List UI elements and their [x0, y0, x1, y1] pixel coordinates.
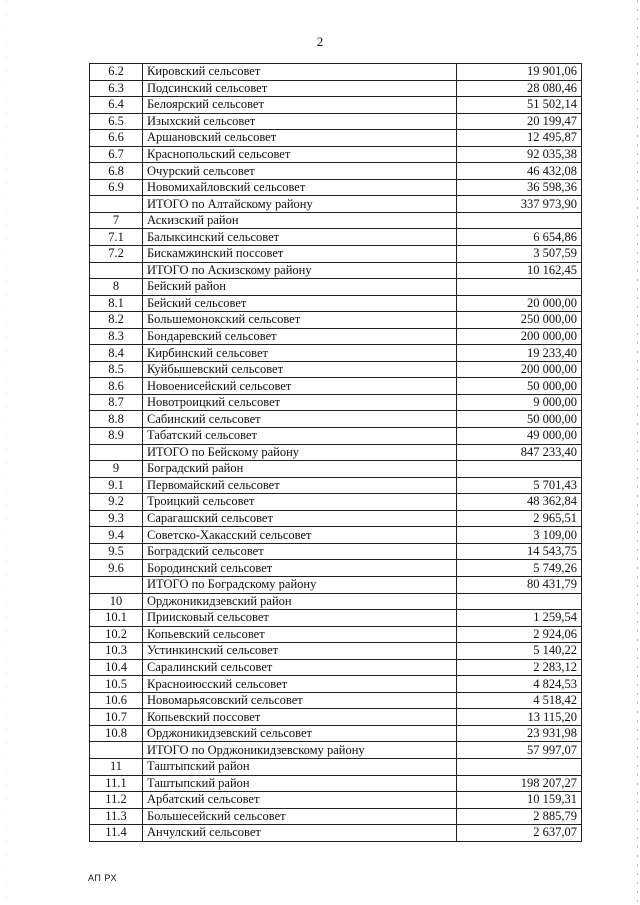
row-name: Таштыпский район: [143, 758, 457, 775]
row-amount: 337 973,90: [457, 196, 582, 213]
row-name: ИТОГО по Боградскому району: [143, 576, 457, 593]
table-row: [90, 825, 582, 842]
row-number: 10.6: [90, 692, 143, 709]
table-row: [90, 312, 582, 329]
row-amount: [457, 593, 582, 610]
table-row: [90, 742, 582, 759]
row-name: Бондаревский сельсовет: [143, 328, 457, 345]
row-name: Приисковый сельсовет: [143, 610, 457, 627]
row-name: Советско-Хакасский сельсовет: [143, 527, 457, 544]
row-number: 7: [90, 212, 143, 229]
row-amount: 80 431,79: [457, 576, 582, 593]
row-number: 10.5: [90, 676, 143, 693]
row-name: Красноиюсский сельсовет: [143, 676, 457, 693]
table-row: [90, 179, 582, 196]
row-amount: 4 824,53: [457, 676, 582, 693]
row-name: Новомарьясовский сельсовет: [143, 692, 457, 709]
row-number: 8.6: [90, 378, 143, 395]
row-number: [90, 444, 143, 461]
table-row: [90, 130, 582, 147]
table-row: [90, 808, 582, 825]
scan-edge-left: [6, 0, 7, 905]
table-row: [90, 692, 582, 709]
row-name: Изыхский сельсовет: [143, 113, 457, 130]
row-amount: 10 162,45: [457, 262, 582, 279]
row-number: 10.2: [90, 626, 143, 643]
row-name: Очурский сельсовет: [143, 163, 457, 180]
row-amount: 19 901,06: [457, 64, 582, 81]
row-name: Орджоникидзевский сельсовет: [143, 725, 457, 742]
budget-table: [89, 63, 582, 842]
table-row: [90, 758, 582, 775]
table-row: [90, 659, 582, 676]
row-name: Большемонокский сельсовет: [143, 312, 457, 329]
row-number: [90, 262, 143, 279]
row-number: 9: [90, 461, 143, 478]
row-number: 8.2: [90, 312, 143, 329]
row-amount: 19 233,40: [457, 345, 582, 362]
row-amount: 12 495,87: [457, 130, 582, 147]
row-amount: 1 259,54: [457, 610, 582, 627]
row-amount: 10 159,31: [457, 792, 582, 809]
scan-edge-right: [637, 0, 638, 905]
row-number: 6.7: [90, 146, 143, 163]
row-name: Краснопольский сельсовет: [143, 146, 457, 163]
table-row: [90, 775, 582, 792]
row-name: Боградский район: [143, 461, 457, 478]
row-name: Сабинский сельсовет: [143, 411, 457, 428]
row-amount: 5 701,43: [457, 477, 582, 494]
row-number: 11.4: [90, 825, 143, 842]
table-row: [90, 643, 582, 660]
row-name: Бейский район: [143, 279, 457, 296]
row-number: 6.2: [90, 64, 143, 81]
row-number: 8.5: [90, 361, 143, 378]
row-amount: [457, 279, 582, 296]
row-amount: 28 080,46: [457, 80, 582, 97]
table-row: [90, 494, 582, 511]
row-name: Подсинский сельсовет: [143, 80, 457, 97]
row-number: [90, 742, 143, 759]
row-amount: 847 233,40: [457, 444, 582, 461]
row-number: 10.1: [90, 610, 143, 627]
table-row: [90, 80, 582, 97]
row-number: 8.4: [90, 345, 143, 362]
row-number: 8: [90, 279, 143, 296]
row-amount: 13 115,20: [457, 709, 582, 726]
row-amount: 3 507,59: [457, 246, 582, 263]
row-number: 9.3: [90, 510, 143, 527]
table-row: [90, 229, 582, 246]
table-row: [90, 461, 582, 478]
row-name: Орджоникидзевский район: [143, 593, 457, 610]
table-row: [90, 610, 582, 627]
row-number: 6.4: [90, 97, 143, 114]
table-row: [90, 560, 582, 577]
row-number: 8.8: [90, 411, 143, 428]
row-amount: 5 749,26: [457, 560, 582, 577]
row-name: Копьевский сельсовет: [143, 626, 457, 643]
row-number: 9.2: [90, 494, 143, 511]
row-name: Первомайский сельсовет: [143, 477, 457, 494]
row-name: Аскизский район: [143, 212, 457, 229]
row-amount: 36 598,36: [457, 179, 582, 196]
table-row: [90, 527, 582, 544]
table-body: [90, 64, 582, 842]
row-amount: 50 000,00: [457, 411, 582, 428]
row-number: 6.6: [90, 130, 143, 147]
row-number: 10.7: [90, 709, 143, 726]
row-amount: 57 997,07: [457, 742, 582, 759]
row-number: 11.3: [90, 808, 143, 825]
row-amount: 14 543,75: [457, 543, 582, 560]
row-name: Арбатский сельсовет: [143, 792, 457, 809]
table-row: [90, 279, 582, 296]
row-amount: 92 035,38: [457, 146, 582, 163]
row-amount: 200 000,00: [457, 361, 582, 378]
row-name: ИТОГО по Алтайскому району: [143, 196, 457, 213]
row-number: 9.4: [90, 527, 143, 544]
row-number: [90, 576, 143, 593]
row-name: Кировский сельсовет: [143, 64, 457, 81]
row-name: Бородинский сельсовет: [143, 560, 457, 577]
row-amount: 2 283,12: [457, 659, 582, 676]
row-name: Аршановский сельсовет: [143, 130, 457, 147]
row-amount: 46 432,08: [457, 163, 582, 180]
table-row: [90, 725, 582, 742]
page-number: 2: [316, 34, 324, 49]
table-row: [90, 361, 582, 378]
row-amount: [457, 758, 582, 775]
row-name: Саралинский сельсовет: [143, 659, 457, 676]
row-number: 10.3: [90, 643, 143, 660]
row-amount: [457, 212, 582, 229]
row-number: 6.8: [90, 163, 143, 180]
table-row: [90, 626, 582, 643]
table-row: [90, 411, 582, 428]
row-amount: 198 207,27: [457, 775, 582, 792]
table-row: [90, 163, 582, 180]
table-row: [90, 262, 582, 279]
row-amount: 2 885,79: [457, 808, 582, 825]
table-row: [90, 593, 582, 610]
row-amount: 200 000,00: [457, 328, 582, 345]
row-number: [90, 196, 143, 213]
table-row: [90, 428, 582, 445]
row-number: 11: [90, 758, 143, 775]
row-number: 10: [90, 593, 143, 610]
table-row: [90, 510, 582, 527]
row-name: Бейский сельсовет: [143, 295, 457, 312]
row-amount: 9 000,00: [457, 394, 582, 411]
row-number: 7.2: [90, 246, 143, 263]
row-name: Куйбышевский сельсовет: [143, 361, 457, 378]
table-row: [90, 146, 582, 163]
table-row: [90, 676, 582, 693]
row-name: Троицкий сельсовет: [143, 494, 457, 511]
table-row: [90, 113, 582, 130]
row-amount: [457, 461, 582, 478]
row-name: Новоенисейский сельсовет: [143, 378, 457, 395]
row-amount: 6 654,86: [457, 229, 582, 246]
row-number: 8.1: [90, 295, 143, 312]
table-row: [90, 444, 582, 461]
row-amount: 50 000,00: [457, 378, 582, 395]
table-row: [90, 345, 582, 362]
row-amount: 20 199,47: [457, 113, 582, 130]
footer-stamp: АП РХ: [88, 873, 117, 883]
table-row: [90, 792, 582, 809]
table-row: [90, 543, 582, 560]
row-number: 8.9: [90, 428, 143, 445]
table-row: [90, 196, 582, 213]
row-name: Новотроицкий сельсовет: [143, 394, 457, 411]
row-number: 6.9: [90, 179, 143, 196]
row-amount: 23 931,98: [457, 725, 582, 742]
row-name: Копьевский поссовет: [143, 709, 457, 726]
row-amount: 20 000,00: [457, 295, 582, 312]
row-number: 11.2: [90, 792, 143, 809]
table-row: [90, 378, 582, 395]
row-amount: 2 637,07: [457, 825, 582, 842]
row-name: Боградский сельсовет: [143, 543, 457, 560]
row-name: Табатский сельсовет: [143, 428, 457, 445]
table-row: [90, 576, 582, 593]
row-number: 10.4: [90, 659, 143, 676]
row-number: 8.3: [90, 328, 143, 345]
row-name: ИТОГО по Орджоникидзевскому району: [143, 742, 457, 759]
table-row: [90, 709, 582, 726]
row-amount: 2 924,06: [457, 626, 582, 643]
row-name: Бискамжинский поссовет: [143, 246, 457, 263]
row-amount: 250 000,00: [457, 312, 582, 329]
row-amount: 49 000,00: [457, 428, 582, 445]
row-name: Сарагашский сельсовет: [143, 510, 457, 527]
row-number: 6.5: [90, 113, 143, 130]
table-row: [90, 295, 582, 312]
row-amount: 51 502,14: [457, 97, 582, 114]
row-amount: 2 965,51: [457, 510, 582, 527]
row-name: Анчулский сельсовет: [143, 825, 457, 842]
row-name: Новомихайловский сельсовет: [143, 179, 457, 196]
row-amount: 3 109,00: [457, 527, 582, 544]
table-row: [90, 212, 582, 229]
row-number: 6.3: [90, 80, 143, 97]
row-number: 9.6: [90, 560, 143, 577]
table-row: [90, 64, 582, 81]
row-number: 9.5: [90, 543, 143, 560]
table-row: [90, 246, 582, 263]
row-number: 9.1: [90, 477, 143, 494]
table-row: [90, 477, 582, 494]
row-name: ИТОГО по Бейскому району: [143, 444, 457, 461]
table-row: [90, 97, 582, 114]
row-number: 8.7: [90, 394, 143, 411]
row-number: 7.1: [90, 229, 143, 246]
row-amount: 5 140,22: [457, 643, 582, 660]
row-amount: 4 518,42: [457, 692, 582, 709]
row-name: Устинкинский сельсовет: [143, 643, 457, 660]
row-name: Таштыпский район: [143, 775, 457, 792]
row-number: 10.8: [90, 725, 143, 742]
row-name: Балыксинский сельсовет: [143, 229, 457, 246]
row-name: Большесейский сельсовет: [143, 808, 457, 825]
row-name: Кирбинский сельсовет: [143, 345, 457, 362]
table-row: [90, 394, 582, 411]
row-name: Белоярский сельсовет: [143, 97, 457, 114]
row-amount: 48 362,84: [457, 494, 582, 511]
table-row: [90, 328, 582, 345]
row-name: ИТОГО по Аскизскому району: [143, 262, 457, 279]
row-number: 11.1: [90, 775, 143, 792]
